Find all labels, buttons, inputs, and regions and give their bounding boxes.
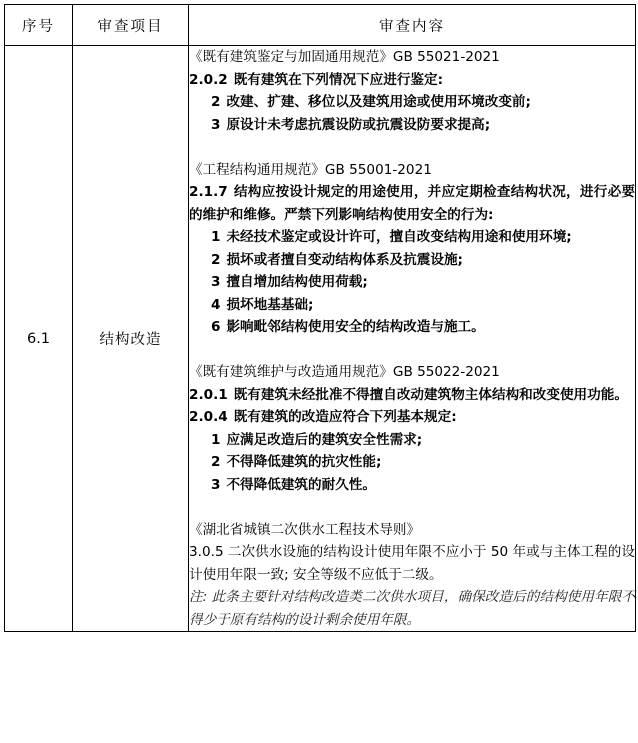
list-item — [189, 249, 635, 272]
clause-number: 2.0.4 — [189, 409, 228, 425]
header-no: 序号 — [5, 5, 73, 46]
list-item — [189, 114, 635, 137]
clause-2-0-1 — [189, 384, 635, 407]
section-gb55021 — [189, 46, 635, 136]
clause-2-0-4 — [189, 406, 635, 429]
clause-text: 既有建筑的改造应符合下列基本规定: — [233, 409, 457, 425]
clause-text: 结构应按设计规定的用途使用，并应定期检查结构状况，进行必要的维护和维修。严禁下列影响结构使用安全的行为: — [189, 184, 635, 223]
list-item — [189, 429, 635, 452]
review-content — [189, 46, 636, 632]
section-title: 《既有建筑维护与改造通用规范》GB 55022-2021 — [189, 364, 500, 380]
item-text: 未经技术鉴定或设计许可，擅自改变结构用途和使用环境; — [226, 229, 572, 245]
section-title: 《湖北省城镇二次供水工程技术导则》 — [189, 521, 421, 538]
item-text: 不得降低建筑的抗灾性能; — [226, 454, 382, 470]
clause-number: 2.0.1 — [189, 386, 228, 403]
clause-number: 2.1.7 — [189, 184, 228, 200]
header-row — [5, 5, 636, 46]
review-item: 结构改造 — [73, 46, 189, 632]
list-item — [189, 91, 635, 114]
item-number: 6 — [211, 319, 221, 335]
row-number: 6.1 — [5, 46, 73, 632]
list-item — [189, 474, 635, 497]
item-text: 应满足改造后的建筑安全性需求; — [226, 431, 423, 448]
item-number: 1 — [211, 431, 221, 448]
item-number: 2 — [211, 94, 221, 110]
clause-2-0-2 — [189, 69, 635, 92]
item-number: 1 — [211, 229, 221, 245]
clause-text: 既有建筑未经批准不得擅自改动建筑物主体结构和改变使用功能。 — [233, 386, 628, 403]
item-text: 擅自增加结构使用荷载; — [226, 274, 368, 290]
item-number: 3 — [211, 116, 221, 133]
section-title: 《工程结构通用规范》GB 55001-2021 — [189, 161, 432, 178]
section-gb55001 — [189, 159, 635, 339]
section-gb55022 — [189, 361, 635, 496]
list-item — [189, 294, 635, 317]
item-number: 2 — [211, 454, 221, 470]
section-title: 《既有建筑鉴定与加固通用规范》GB 55021-2021 — [189, 49, 500, 65]
item-text: 原设计未考虑抗震设防或抗震设防要求提高; — [226, 116, 491, 133]
header-content: 审查内容 — [189, 5, 636, 46]
note-text: 注: 此条主要针对结构改造类二次供水项目，确保改造后的结构使用年限不得少于原有结构的设计剩余使用年限。 — [189, 589, 635, 628]
item-number: 3 — [211, 476, 221, 493]
item-text: 损坏或者擅自变动结构体系及抗震设施; — [226, 251, 463, 268]
item-text: 改建、扩建、移位以及建筑用途或使用环境改变前; — [226, 94, 531, 110]
item-number: 3 — [211, 274, 221, 290]
list-item — [189, 451, 635, 474]
clause-2-1-7 — [189, 181, 635, 226]
list-item — [189, 271, 635, 294]
clause-3-0-5: 3.0.5 二次供水设施的结构设计使用年限不应小于 50 年或与主体工程的设计使用年限一致; 安全等级不应低于二级。 — [189, 544, 635, 583]
header-item: 审查项目 — [73, 5, 189, 46]
item-text: 影响毗邻结构使用安全的结构改造与施工。 — [226, 319, 485, 335]
item-text: 不得降低建筑的耐久性。 — [226, 476, 376, 493]
item-number: 2 — [211, 251, 221, 268]
clause-number: 2.0.2 — [189, 71, 228, 88]
review-table — [4, 4, 636, 632]
section-hubei-guide — [189, 519, 635, 632]
clause-text: 既有建筑在下列情况下应进行鉴定: — [233, 71, 444, 88]
table-row — [5, 46, 636, 632]
item-number: 4 — [211, 296, 221, 313]
item-text: 损坏地基基础; — [226, 296, 314, 313]
list-item — [189, 316, 635, 339]
list-item — [189, 226, 635, 249]
